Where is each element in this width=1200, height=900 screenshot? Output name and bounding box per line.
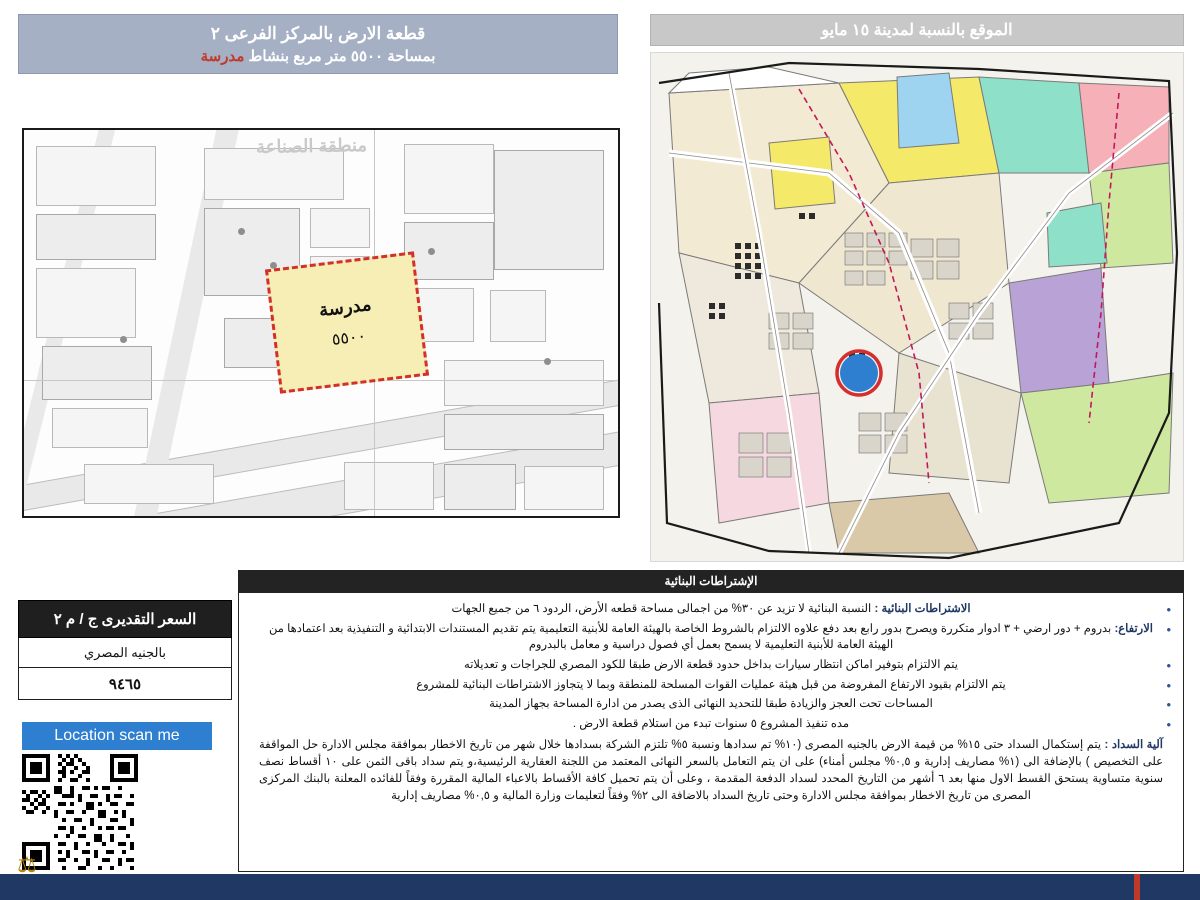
city-map-panel[interactable] [650,52,1184,562]
plot-map-panel[interactable] [22,128,620,518]
map-block [524,466,604,510]
map-block [310,208,370,248]
map-point [238,228,245,235]
map-block [490,290,546,342]
map-block [494,150,604,270]
map-block [444,464,516,510]
plot-map-watermark: منطقة الصناعة [255,135,368,157]
condition-item: • يتم الالتزام بتوفير اماكن انتظار سيارات بداخل حدود قطعة الارض طبقا للكود المصري للجراجات و تعديلاته [251,657,1171,674]
condition-item: • مده تنفيذ المشروع ٥ سنوات تبدء من استلام قطعة الارض . [251,716,1171,733]
footer-bar [0,874,1200,900]
plot-title-banner [18,14,618,74]
map-block [84,464,214,504]
plot-title-line1: قطعة الارض بالمركز الفرعى ٢ [210,23,426,43]
map-block [444,360,604,406]
condition-item: • الارتفاع: بدروم + دور ارضي + ٣ ادوار متكررة ويصرح بدور رابع بعد دفع علاوه الالتزام بالشروط الخاصة بالهيئة العامة للأبنية التعليمية يتم تقديم المستندات الابتدائية و التنفيذية بعد اعتمادها من الهيئة العامة للأبنية التعليمية لا يسمح بعمل أي فصول دراسية و معامل بالبدروم [251,621,1171,654]
map-block [444,414,604,450]
map-block [404,144,494,214]
map-block [344,462,434,510]
qr-scan-label: Location scan me [22,722,212,750]
map-point [120,336,127,343]
city-map-graphic [650,53,1183,562]
price-value: ٩٤٦٥ [18,668,232,700]
conditions-header: الإشتراطات البنائية [238,570,1184,592]
footer-accent [1134,874,1140,900]
map-block [52,408,148,448]
map-point [428,248,435,255]
condition-item: • يتم الالتزام بقيود الارتفاع المفروضة من قبل هيئة عمليات القوات المسلحة للمنطقة وبما لا يتجاوز الاشتراطات البنائية للمشروع [251,677,1171,694]
plot-title-line2-accent: مدرسة [200,47,245,65]
map-block [404,222,494,280]
map-block [42,346,152,400]
plot-map-canvas [24,130,618,516]
highlighted-plot-area: ٥٥٠٠ [330,327,368,349]
map-block [36,268,136,338]
condition-item: • الاشتراطات البنائية : النسبة البنائية لا تزيد عن ٣٠% من اجمالى مساحة قطعه الأرض، الردود ٦ من جميع الجهات [251,601,1171,618]
conditions-body [238,592,1184,872]
price-currency-label: بالجنيه المصري [18,638,232,668]
map-block [36,146,156,206]
map-block [36,214,156,260]
emblem-icon: ⚖ [17,852,37,877]
city-title-banner: الموقع بالنسبة لمدينة ١٥ مايو [650,14,1184,46]
conditions-list [251,601,1171,733]
highlighted-plot[interactable] [265,251,429,393]
payment-terms: آلية السداد : يتم إستكمال السداد حتى ١٥% من قيمة الارض بالجنيه المصرى (١٠% تم سدادها ونسبة ٥% تلتزم الشركة بسدادها خلال شهر من تاريخ الاخطار بموافقة مجلس الادارة حل المواقفة على التخصيص ) بالإضافة الى (١% مصاريف إدارية و ٠,٥% مجلس أمناء) على ان يتم التعامل بالسعر النهائى المعتمد من اللجنة العقارية الرئيسية،و يتم سداد باقى الثمن على ١٠ أقساط نصف سنوية متساوية يستحق القسط الاول منها بعد ٦ أشهر من التاريخ المحدد لسداد الدفعة المقدمة ، وعلى أن يتم تحميل كافة الأقساط بالاعباء المالية المقررة وفقاً للفائده المعلنة بالبنك المركزى المصرى من تاريخ الاخطار بموافقة مجلس الادارة وحتى تاريخ السداد بالاضافة الى ٢% وفقاً لتعليمات وزارة المالية و ٠,٥% مصاريف إدارية [259,738,1163,803]
highlighted-plot-name: مدرسة [317,293,373,321]
price-table-header: السعر التقديرى ج / م ٢ [18,600,232,638]
condition-item: • المساحات تحت العجز والزيادة طبقا للتحديد النهائى الذى يصدر من ادارة المساحة بجهاز المدينة [251,696,1171,713]
plot-title-line2 [201,47,436,65]
plot-title-line2-prefix: بمساحة ٥٥٠٠ متر مربع بنشاط [244,47,436,65]
map-point [544,358,551,365]
